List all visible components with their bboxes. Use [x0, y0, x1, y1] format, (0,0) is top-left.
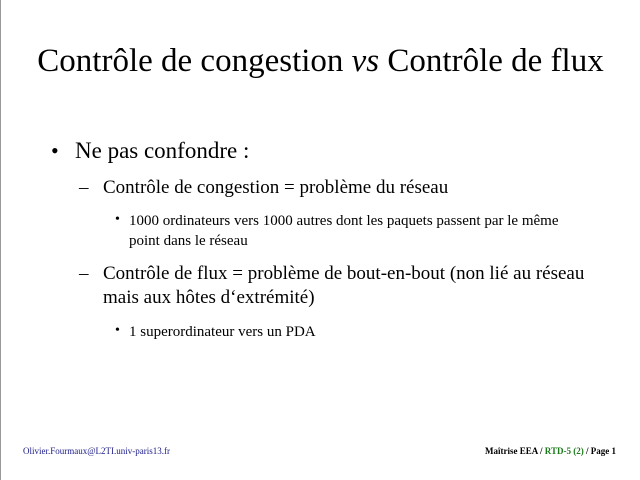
detail-text: 1 superordinateur vers un PDA [129, 324, 316, 340]
title-vs: vs [351, 43, 380, 79]
footer-course-info [485, 446, 616, 456]
footer-course: Maîtrise EEA [485, 446, 538, 456]
footer-page-number: Page 1 [590, 446, 616, 456]
sub-bullet-text: Contrôle de congestion = problème du réseau [103, 177, 449, 198]
detail-text: 1000 ordinateurs vers 1000 autres dont les paquets passent par le même point dans le réseau [129, 213, 559, 249]
footer-author-email[interactable]: Olivier.Fourmaux@L2TI.univ-paris13.fr [23, 446, 171, 456]
bullet-dot-icon: • [51, 138, 59, 163]
title-part1: Contrôle de congestion [37, 43, 352, 79]
bullet-dot-icon: • [115, 323, 120, 338]
dash-icon: – [79, 263, 89, 284]
footer-sep: / [583, 446, 591, 456]
dash-icon: – [79, 177, 89, 198]
title-part2: Contrôle de flux [379, 43, 604, 79]
bullet-dot-icon: • [115, 212, 120, 227]
sub-bullet-text: Contrôle de flux = problème de bout-en-bout (non lié au réseau mais aux hôtes d‘extrémité) [103, 263, 585, 308]
footer-sep: / [537, 446, 545, 456]
bullet-text: Ne pas confondre : [75, 138, 250, 163]
footer-module: RTD-5 (2) [544, 446, 584, 456]
slide-title [21, 40, 620, 82]
